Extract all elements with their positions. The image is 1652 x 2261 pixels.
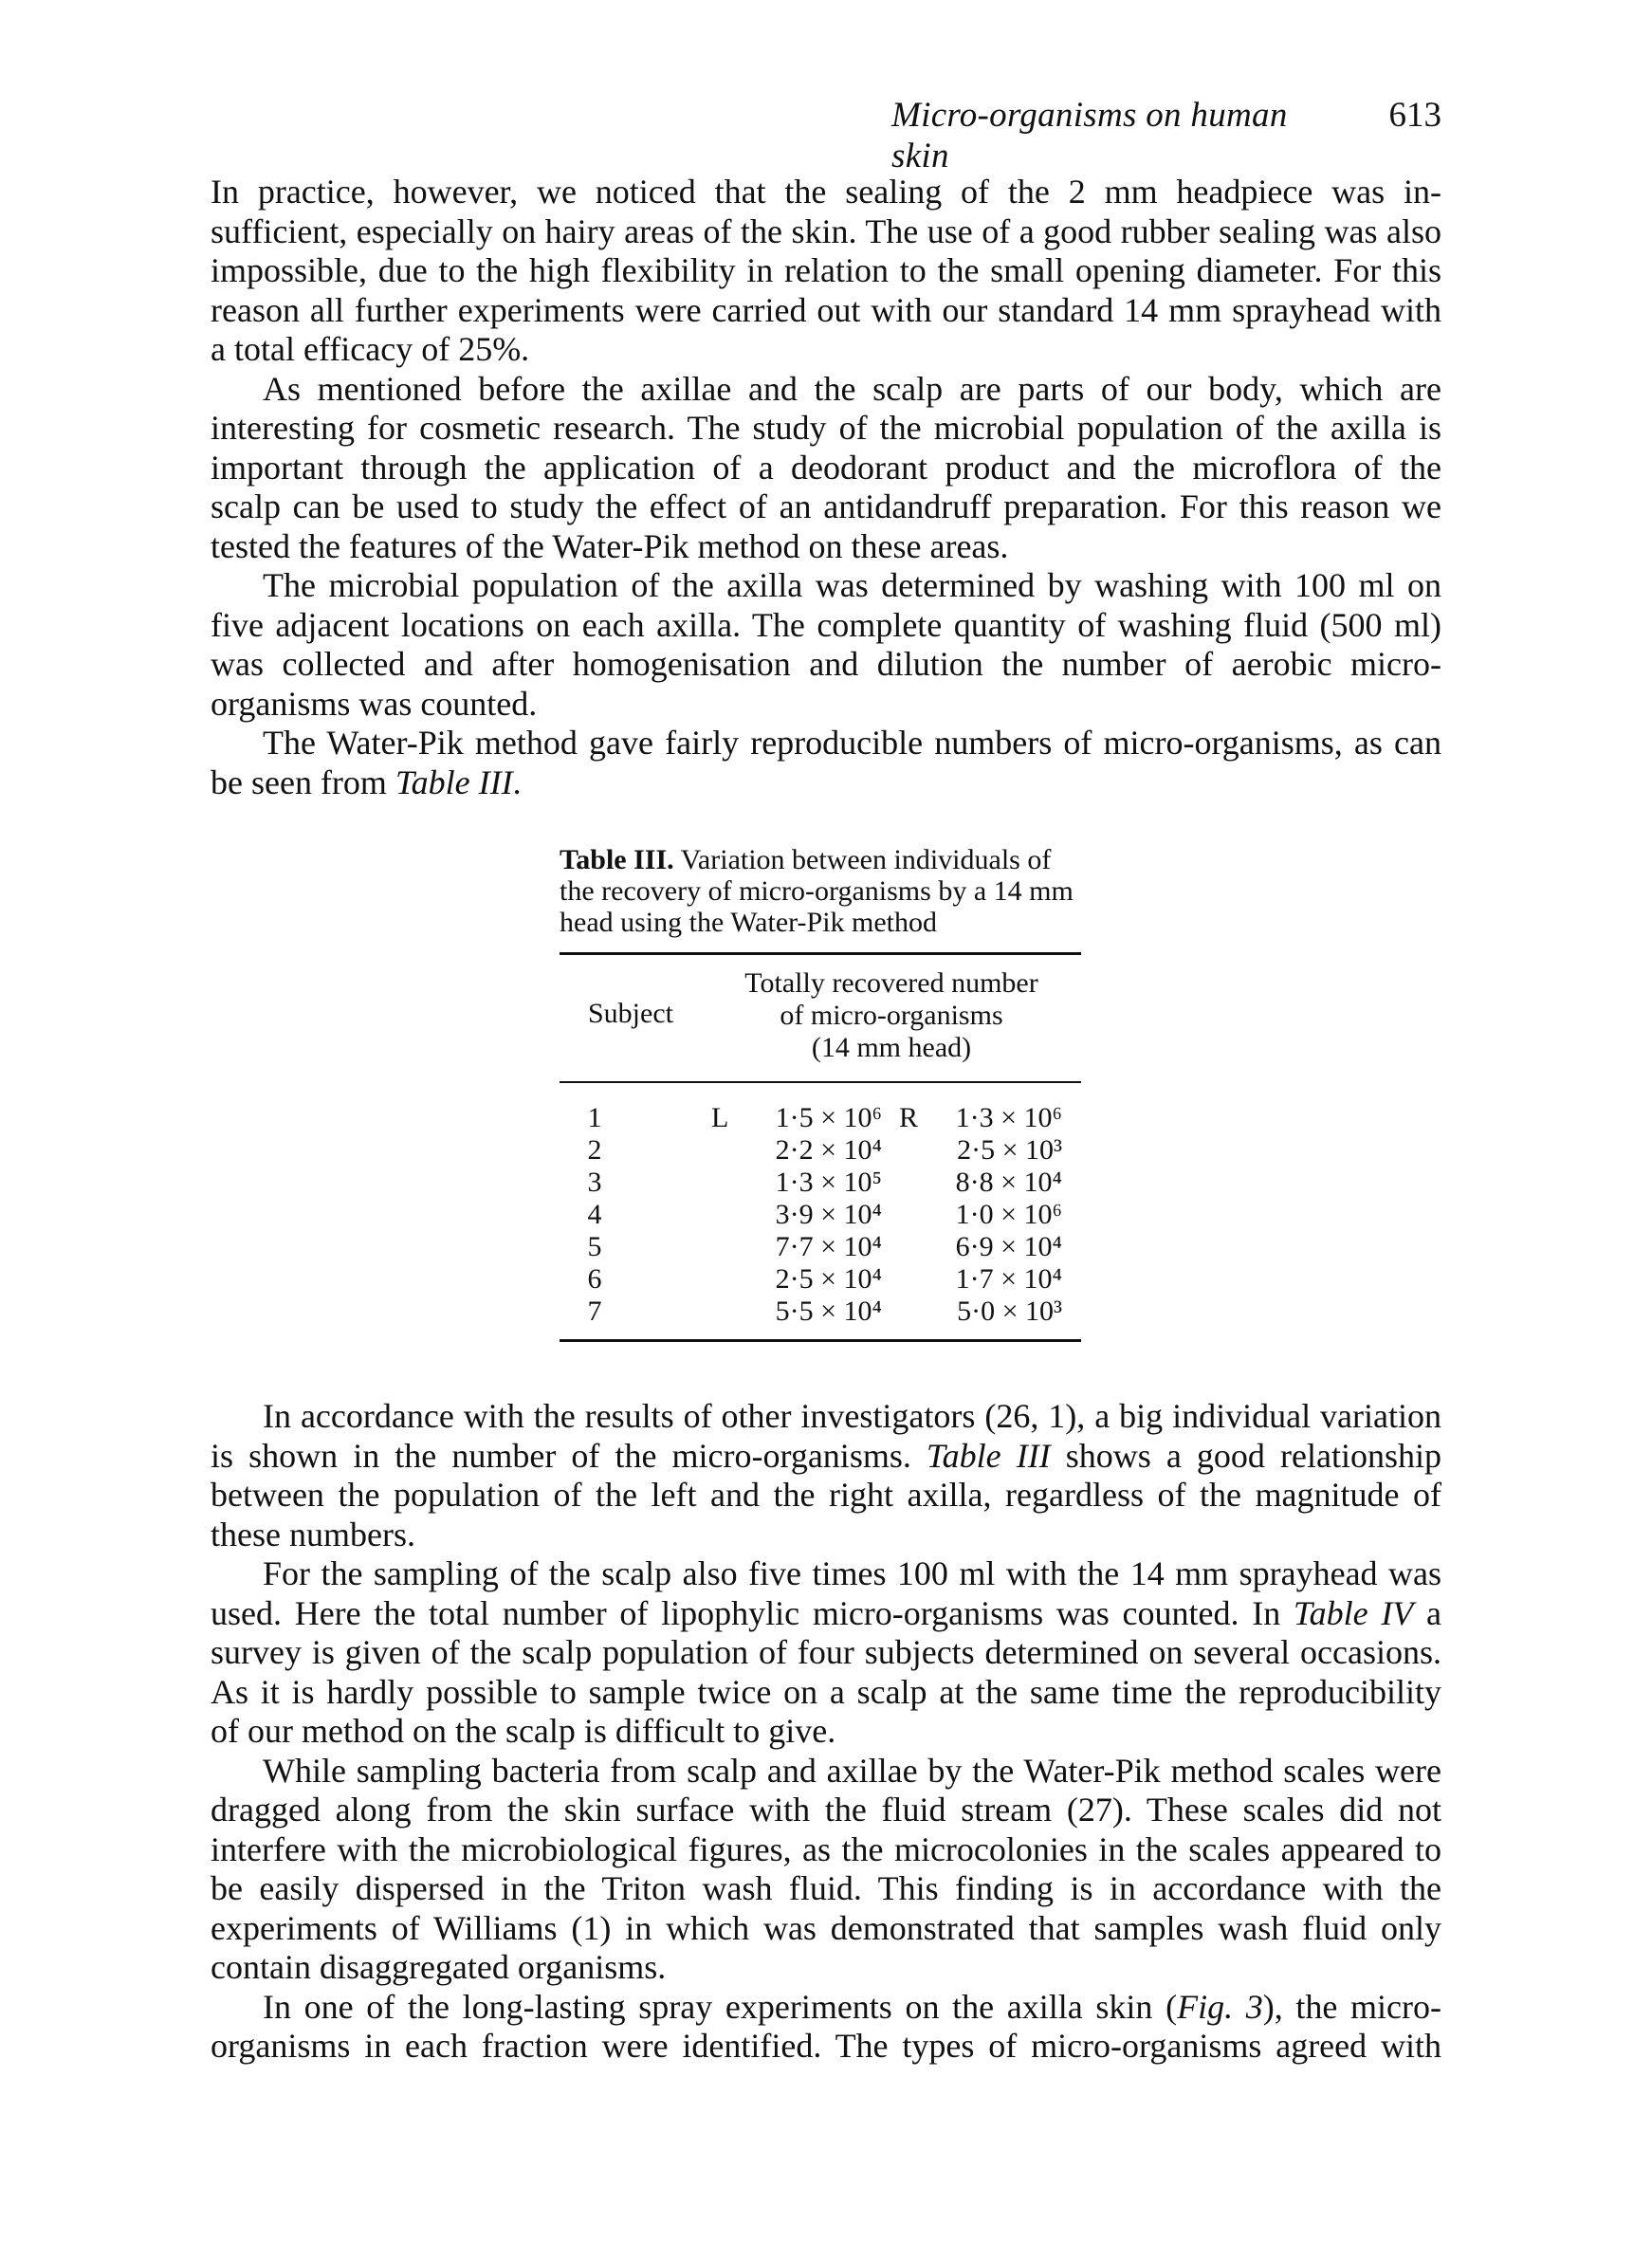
cell-subject: 7 [587, 1296, 602, 1327]
text-line: interesting for cosmetic research. The study of the microbial population of the axilla is [211, 409, 1441, 447]
cell-left: 1·5 × 10⁶ [775, 1102, 882, 1133]
cell-right: 2·5 × 10³ [957, 1134, 1062, 1166]
cell-right: 1·3 × 10⁶ [955, 1102, 1062, 1133]
cell-subject: 4 [587, 1199, 602, 1230]
text-line [211, 1594, 1441, 1634]
paragraph [211, 724, 1441, 802]
cell-left: 5·5 × 10⁴ [775, 1296, 882, 1327]
table-row [560, 1296, 1081, 1328]
text-line: five adjacent locations on each axilla. The complete quantity of washing fluid (500 ml) [211, 605, 1441, 644]
text-run: In one of the long-lasting spray experiments on the axilla skin ( [263, 1987, 1178, 2026]
text-line: In accordance with the results of other investigators (26, 1), a big individual variation [263, 1397, 1441, 1435]
cell-right: 5·0 × 10³ [957, 1296, 1062, 1327]
table-rule-top [560, 952, 1081, 955]
text-line: interfere with the microbiological figures, as the microcolonies in the scales appeared to [211, 1829, 1441, 1868]
table-row [560, 1231, 1081, 1263]
table-reference[interactable]: Table IV [1293, 1593, 1414, 1632]
text-line: survey is given of the scalp population of four subjects determined on several occasions. [211, 1633, 1441, 1671]
left-axilla-label: L [711, 1102, 729, 1133]
text-line [211, 1437, 1441, 1477]
text-run: a [1413, 1593, 1441, 1632]
text-line: between the population of the left and the right axilla, regardless of the magnitude of [211, 1476, 1441, 1514]
cell-right: 6·9 × 10⁴ [955, 1231, 1062, 1262]
cell-left: 1·3 × 10⁵ [775, 1167, 882, 1198]
text-run: . [512, 763, 522, 801]
page-number: 613 [1388, 96, 1441, 135]
text-line: these numbers. [211, 1515, 415, 1553]
text-run: shows a good relationship [1050, 1436, 1441, 1475]
header-line: Totally recovered number [744, 967, 1038, 999]
caption-line [560, 844, 1129, 875]
cell-subject: 5 [587, 1231, 602, 1262]
text-run: ), the micro- [1262, 1987, 1441, 2026]
text-line: In practice, however, we noticed that the sealing of the 2 mm headpiece was in- [211, 173, 1441, 211]
text-line: dragged along from the skin surface with the fluid stream (27). These scales did not [211, 1791, 1441, 1829]
text-run: be seen from [211, 763, 395, 801]
table-reference[interactable]: Table III [395, 763, 513, 801]
text-line: For the sampling of the scalp also five times 100 ml with the 14 mm sprayhead was [263, 1554, 1441, 1592]
text-line: As mentioned before the axillae and the scalp are parts of our body, which are [263, 369, 1441, 408]
table-row [560, 1263, 1081, 1296]
text-line: impossible, due to the high flexibility in relation to the small opening diameter. For this [211, 251, 1441, 289]
paragraph [211, 173, 1441, 370]
text-line: be easily dispersed in the Triton wash fluid. This finding is in accordance with the [211, 1869, 1441, 1907]
body-text-bottom [211, 1397, 1441, 2067]
paragraph [211, 1988, 1441, 2067]
paragraph [211, 1397, 1441, 1554]
text-line [211, 1988, 1441, 2028]
column-header-subject: Subject [588, 998, 673, 1029]
cell-left: 2·5 × 10⁴ [775, 1263, 882, 1295]
table-row [560, 1167, 1081, 1199]
header-line: (14 mm head) [811, 1032, 972, 1063]
cell-subject: 3 [587, 1167, 602, 1198]
text-line: experiments of Williams (1) in which was demonstrated that samples wash fluid only [211, 1908, 1441, 1947]
text-line: contain disaggregated organisms. [211, 1948, 667, 1986]
running-header [891, 95, 1441, 175]
running-title: Micro-organisms on human skin [891, 96, 1288, 175]
cell-right: 1·7 × 10⁴ [955, 1263, 1062, 1295]
text-line: The microbial population of the axilla was determined by washing with 100 ml on [263, 566, 1441, 604]
cell-right: 1·0 × 10⁶ [955, 1199, 1062, 1230]
cell-subject: 6 [587, 1263, 602, 1295]
text-line: The Water-Pik method gave fairly reproducible numbers of micro-organisms, as can [263, 724, 1441, 762]
table-rule-bottom [560, 1339, 1081, 1342]
caption-text: Variation between individuals of [673, 844, 1052, 875]
text-line: important through the application of a deodorant product and the microflora of the [211, 448, 1441, 487]
paragraph [211, 370, 1441, 567]
cell-subject: 1 [587, 1102, 602, 1133]
text-line: tested the features of the Water-Pik method on these areas. [211, 526, 1009, 565]
table-caption [560, 844, 1129, 938]
figure-reference[interactable]: Fig. 3 [1177, 1987, 1263, 2026]
text-line [211, 763, 1441, 803]
header-line: of micro-organisms [780, 1000, 1003, 1031]
column-header-total [702, 967, 1081, 1064]
text-line: While sampling bacteria from scalp and axillae by the Water-Pik method scales were [263, 1751, 1441, 1790]
table-row [560, 1199, 1081, 1231]
text-line: As it is hardly possible to sample twice on a scalp at the same time the reproducibility [211, 1672, 1441, 1711]
table-reference[interactable]: Table III [926, 1436, 1051, 1475]
table-row [560, 1134, 1081, 1167]
caption-line: head using the Water-Pik method [560, 907, 938, 938]
cell-subject: 2 [587, 1134, 602, 1166]
body-text-top [211, 173, 1441, 802]
text-run: used. Here the total number of lipophylic micro-organisms was counted. In [211, 1593, 1294, 1632]
paragraph [211, 1752, 1441, 1988]
text-line: of our method on the scalp is difficult to give. [211, 1712, 836, 1750]
text-line: a total efficacy of 25%. [211, 330, 530, 368]
cell-left: 3·9 × 10⁴ [775, 1199, 882, 1230]
table-row [560, 1102, 1081, 1134]
cell-left: 7·7 × 10⁴ [775, 1231, 882, 1262]
table-rule-header [560, 1081, 1081, 1083]
paragraph [211, 1554, 1441, 1752]
text-line: organisms was counted. [211, 684, 538, 723]
text-line: sufficient, especially on hairy areas of the skin. The use of a good rubber sealing was also [211, 211, 1441, 250]
text-line: organisms in each fraction were identified. The types of micro-organisms agreed with [211, 2027, 1441, 2065]
cell-right: 8·8 × 10⁴ [955, 1167, 1062, 1198]
text-run: is shown in the number of the micro-organisms. [211, 1436, 927, 1475]
right-axilla-label: R [899, 1102, 919, 1133]
cell-left: 2·2 × 10⁴ [775, 1134, 882, 1166]
paragraph [211, 566, 1441, 724]
text-line: was collected and after homogenisation and dilution the number of aerobic micro- [211, 645, 1441, 683]
text-line: scalp can be used to study the effect of an antidandruff preparation. For this reason we [211, 487, 1441, 525]
text-line: reason all further experiments were carried out with our standard 14 mm sprayhead with [211, 290, 1441, 329]
caption-label: Table III. [560, 844, 674, 875]
caption-line: the recovery of micro-organisms by a 14 mm [560, 875, 1074, 907]
